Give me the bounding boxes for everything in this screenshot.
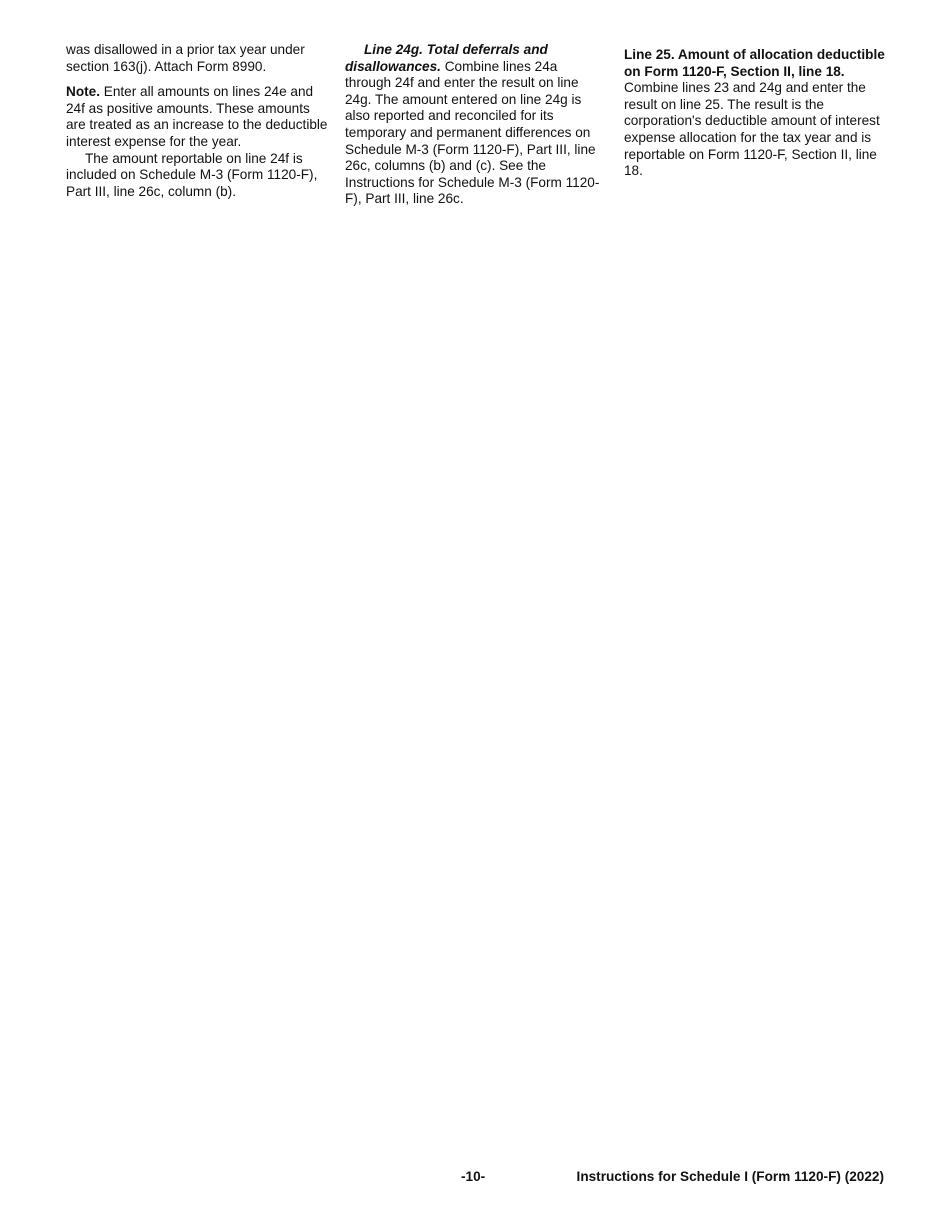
line-24g-heading: Line 24g. Total deferrals and disallowances. [345, 42, 548, 74]
footer-document-title: Instructions for Schedule I (Form 1120-F) (2022) [576, 1169, 884, 1184]
text-column-3 [624, 47, 886, 180]
page-number: -10- [461, 1169, 486, 1184]
note-paragraph [66, 84, 328, 150]
text-column-1 [66, 42, 328, 200]
paragraph-prior-year: was disallowed in a prior tax year under section 163(j). Attach Form 8990. [66, 42, 305, 74]
paragraph-line-24f-reporting: The amount reportable on line 24f is included on Schedule M-3 (Form 1120-F), Part III, line 26c, column (b). [66, 150, 318, 199]
paragraph-line-24g [345, 42, 607, 208]
line-25-text: Combine lines 23 and 24g and enter the result on line 25. The result is the corporation's deductible amount of interest expense allocation for the tax year and is reportable on Form 1120-F, Section II, line 18. [624, 80, 880, 179]
note-text: Enter all amounts on lines 24e and 24f as positive amounts. These amounts are treated as an increase to the deductible interest expense for the year. [66, 84, 328, 149]
note-label: Note. [66, 84, 100, 100]
paragraph-line-25 [624, 47, 886, 180]
line-24g-text: Combine lines 24a through 24f and enter the result on line 24g. The amount entered on line 24g is also reported and reconciled for its temporary and permanent differences on Schedule M-3 (Form 1120-F), Part III, line 26c, columns (b) and (c). See the Instructions for Schedule M-3 (Form 1120-F), Part III, line 26c. [345, 58, 600, 207]
text-column-2 [345, 42, 607, 208]
line-25-heading: Line 25. Amount of allocation deductible on Form 1120-F, Section II, line 18. [624, 47, 885, 79]
